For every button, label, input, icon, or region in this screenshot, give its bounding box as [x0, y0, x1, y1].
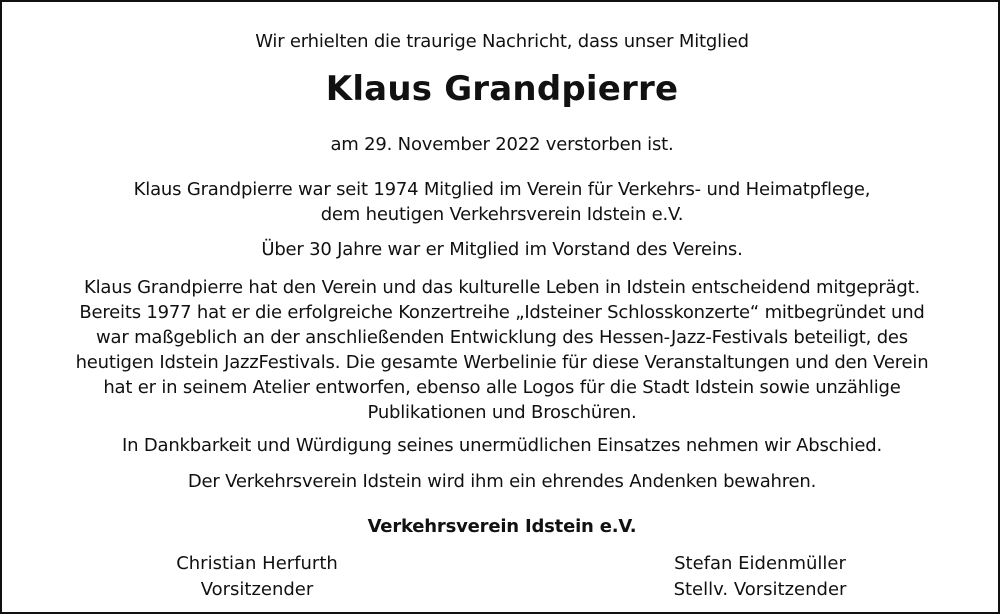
date-of-death-line: am 29. November 2022 verstorben ist. [330, 134, 674, 155]
signatory-right-name: Stefan Eidenmüller [674, 553, 846, 574]
tribute-line-4: heutigen Idstein JazzFestivals. Die gesamte Werbelinie für diese Veranstaltungen und den Verein [75, 352, 929, 373]
signatory-right-role: Stellv. Vorsitzender [673, 579, 847, 600]
tribute-line-1: Klaus Grandpierre hat den Verein und das kulturelle Leben in Idstein entscheidend mitgeprägt. [84, 277, 920, 298]
membership-line-1: Klaus Grandpierre war seit 1974 Mitglied im Verein für Verkehrs- und Heimatpflege, [133, 179, 871, 200]
tribute-line-6: Publikationen und Broschüren. [367, 402, 637, 423]
farewell-line: In Dankbarkeit und Würdigung seines unermüdlichen Einsatzes nehmen wir Abschied. [122, 435, 882, 456]
signatory-left-name: Christian Herfurth [176, 553, 338, 574]
deceased-name: Klaus Grandpierre [325, 69, 679, 109]
intro-line: Wir erhielten die traurige Nachricht, dass unser Mitglied [255, 31, 749, 52]
tribute-line-3: war maßgeblich an der anschließenden Entwicklung des Hessen-Jazz-Festivals beteiligt, des [96, 327, 908, 348]
tribute-line-5: hat er in seinem Atelier entworfen, ebenso alle Logos für die Stadt Idstein sowie unzählige [103, 377, 901, 398]
remembrance-line: Der Verkehrsverein Idstein wird ihm ein ehrendes Andenken bewahren. [187, 471, 817, 492]
signatory-left-role: Vorsitzender [200, 579, 314, 600]
organization-name: Verkehrsverein Idstein e.V. [367, 516, 637, 537]
tribute-line-2: Bereits 1977 hat er die erfolgreiche Konzertreihe „Idsteiner Schlosskonzerte“ mitbegründet und [79, 302, 925, 323]
membership-line-2: dem heutigen Verkehrsverein Idstein e.V. [320, 204, 684, 225]
board-membership-line: Über 30 Jahre war er Mitglied im Vorstand des Vereins. [261, 239, 743, 260]
